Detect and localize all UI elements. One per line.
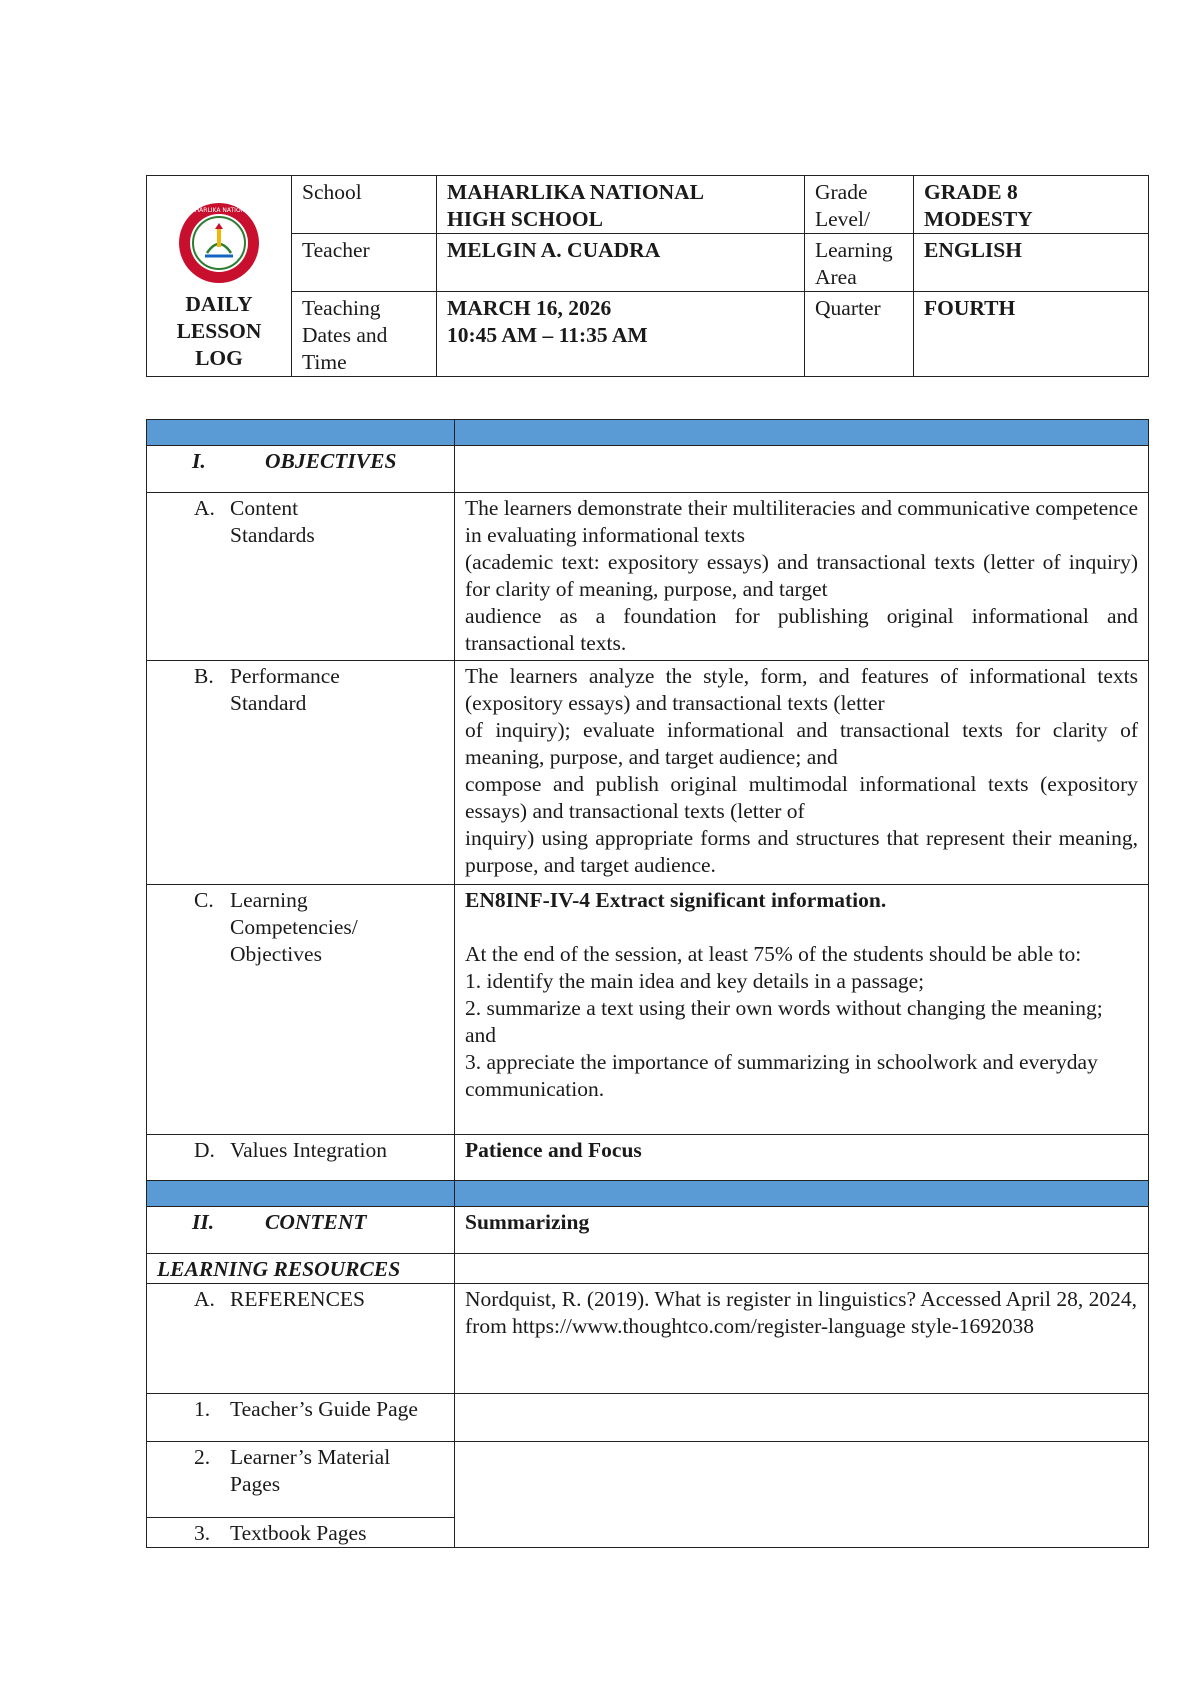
objectives-intro: At the end of the session, at least 75% of the students should be able to: bbox=[465, 942, 1082, 966]
competencies-row bbox=[147, 885, 1149, 1135]
objective-item: 3. appreciate the importance of summarizing in schoolwork and everyday communication. bbox=[465, 1050, 1098, 1101]
performance-standard-row bbox=[147, 661, 1149, 885]
school-value: MAHARLIKA NATIONAL HIGH SCHOOL bbox=[437, 176, 805, 234]
quarter-label: Quarter bbox=[805, 292, 914, 377]
quarter-value: FOURTH bbox=[914, 292, 1149, 377]
area-label: Learning Area bbox=[805, 234, 914, 292]
section-band bbox=[147, 1181, 1149, 1207]
title-line: LOG bbox=[195, 346, 243, 370]
dates-label: Teaching Dates and Time bbox=[292, 292, 437, 377]
objective-item: 2. summarize a text using their own words without changing the meaning; and bbox=[465, 996, 1103, 1047]
content-standards-text: The learners demonstrate their multiliteracies and communicative competence in evaluating informational texts (academic text: expository essays) and transactional texts (letter of inquiry) for clarity of meaning, purpose, and target audience as a foundation for publishing original informational and transactional texts. bbox=[455, 493, 1149, 661]
performance-standard-text: The learners analyze the style, form, and features of informational texts (expository essays) and transactional texts (letter of inquiry); evaluate informational and transactional texts for clarity of meaning, purpose, and target audience; and compose and publish original multimodal informational texts (expository essays) and transactional texts (letter of inquiry) using appropriate forms and structures that represent their meaning, purpose, and target audience. bbox=[455, 661, 1149, 885]
grade-value: GRADE 8 MODESTY bbox=[914, 176, 1149, 234]
learning-resources-heading: LEARNING RESOURCES bbox=[147, 1254, 455, 1284]
performance-standard-label: B. Performance Standard bbox=[147, 661, 455, 885]
competencies-label: C. Learning Competencies/ Objectives bbox=[147, 885, 455, 1135]
objectives-row bbox=[147, 446, 1149, 493]
school-label: School bbox=[292, 176, 437, 234]
values-row bbox=[147, 1135, 1149, 1181]
learning-resources-row bbox=[147, 1254, 1149, 1284]
lesson-table bbox=[146, 419, 1149, 1548]
teacher-label: Teacher bbox=[292, 234, 437, 292]
teachers-guide-row bbox=[147, 1394, 1149, 1442]
learners-material-label: 2. Learner’s Material Pages bbox=[147, 1442, 455, 1518]
content-standards-row bbox=[147, 493, 1149, 661]
competencies-text bbox=[455, 885, 1149, 1135]
content-heading: II. CONTENT bbox=[147, 1207, 455, 1254]
grade-label: Grade Level/ bbox=[805, 176, 914, 234]
values-value: Patience and Focus bbox=[455, 1135, 1149, 1181]
school-seal-logo bbox=[177, 201, 261, 285]
references-row bbox=[147, 1284, 1149, 1394]
learners-material-row bbox=[147, 1442, 1149, 1518]
objectives-heading: I. OBJECTIVES bbox=[147, 446, 455, 493]
content-standards-label: A. Content Standards bbox=[147, 493, 455, 661]
header-table bbox=[146, 175, 1149, 377]
teachers-guide-label: 1. Teacher’s Guide Page bbox=[147, 1394, 455, 1442]
content-row bbox=[147, 1207, 1149, 1254]
svg-text:MAHARLIKA NATIONAL: MAHARLIKA NATIONAL bbox=[185, 207, 253, 214]
materials-value bbox=[455, 1442, 1149, 1548]
content-value: Summarizing bbox=[455, 1207, 1149, 1254]
section-band bbox=[147, 420, 1149, 446]
title-line: DAILY bbox=[185, 292, 253, 316]
area-value: ENGLISH bbox=[914, 234, 1149, 292]
competency-code: EN8INF-IV-4 Extract significant information. bbox=[465, 888, 887, 912]
objective-item: 1. identify the main idea and key details in a passage; bbox=[465, 969, 925, 993]
dates-value: MARCH 16, 2026 10:45 AM – 11:35 AM bbox=[437, 292, 805, 377]
logo-cell bbox=[147, 176, 292, 377]
references-value: Nordquist, R. (2019). What is register in linguistics? Accessed April 28, 2024, from https://www.thoughtco.com/register-language style-1692038 bbox=[455, 1284, 1149, 1394]
daily-lesson-log-title bbox=[151, 291, 287, 372]
title-line: LESSON bbox=[176, 319, 262, 343]
values-label: D. Values Integration bbox=[147, 1135, 455, 1181]
teacher-value: MELGIN A. CUADRA bbox=[437, 234, 805, 292]
textbook-label: 3. Textbook Pages bbox=[147, 1518, 455, 1548]
references-label: A. REFERENCES bbox=[147, 1284, 455, 1394]
